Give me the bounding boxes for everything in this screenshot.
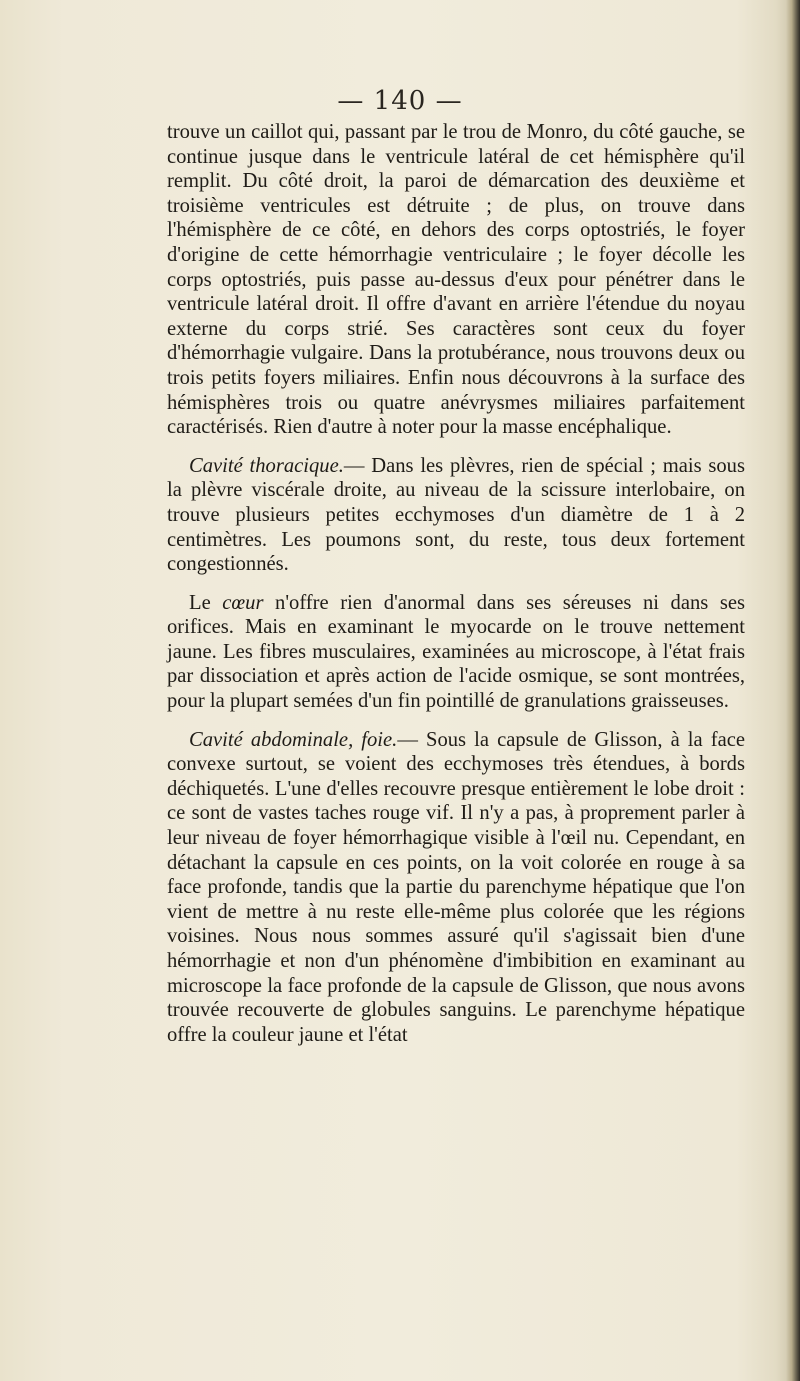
paragraph-abdominal-text: — Sous la capsule de Glisson, à la face convexe surtout, se voient des ecchymoses très étendues, à bords déchiquetés. L'une d'elles recouvre presque entièrement le lobe droit : ce sont de vastes taches rouge vif. Il n'y a pas, à proprement parler à leur niveau de foyer hémorrhagique visible à l'œil nu. Cependant, en détachant la capsule en ces points, on la voit colorée en rouge à sa face profonde, tandis que la partie du parenchyme hépatique que l'on vient de mettre à nu reste elle-même plus colorée que les régions voisines. Nous nous sommes assuré qu'il s'agissait bien d'une hémorrhagie et non d'un phénomène d'imbibition en examinant au microscope la face profonde de la capsule de Glisson, que nous avons trouvée recouverte de globules sanguins. Le parenchyme hépatique offre la couleur jaune et l'état xyxy=(167,728,746,1046)
section-heading-thoracic: Cavité thoracique. xyxy=(189,454,344,477)
paragraph-thoracic-text: — Dans les plèvres, rien de spécial ; mais sous la plèvre viscérale droite, au niveau de la scissure interlobaire, on trouve plusieurs petites ecchymoses d'un diamètre de 1 à 2 centimètres. Les poumons sont, du reste, tous deux fortement congestionnés. xyxy=(167,454,745,576)
paragraph-heart xyxy=(167,591,745,714)
paragraph-heart-text: n'offre rien d'anormal dans ses séreuses ni dans ses orifices. Mais en examinant le myocarde on le trouve nettement jaune. Les fibres musculaires, examinées au microscope, à l'état frais par dissociation et après action de l'acide osmique, se sont montrées, pour la plupart semées d'un fin pointillé de granulations graisseuses. xyxy=(167,591,746,713)
page-edge-shadow xyxy=(786,0,800,1381)
paragraph-abdominal-cavity xyxy=(167,728,745,1048)
section-heading-abdominal: Cavité abdominale, foie. xyxy=(189,728,398,751)
page-number: — 140 — xyxy=(337,86,463,116)
term-heart: cœur xyxy=(222,591,264,614)
paragraph-brain-findings: trouve un caillot qui, passant par le trou de Monro, du côté gauche, se continue jusque dans le ventricule latéral de cet hémisphère qu'il remplit. Du côté droit, la paroi de démarcation des deuxième et troisième ventricules est détruite ; de plus, on trouve dans l'hémisphère de ce côté, en dehors des corps optostriés, le foyer d'origine de cette hémorrhagie ventriculaire ; le foyer décolle les corps optostriés, puis passe au-dessus d'eux pour pénétrer dans le ventricule latéral droit. Il offre d'avant en arrière l'étendue du noyau externe du corps strié. Ses caractères sont ceux du foyer d'hémorrhagie vulgaire. Dans la protubérance, nous trouvons deux ou trois petits foyers miliaires. Enfin nous découvrons à la surface des hémisphères trois ou quatre anévrysmes miliaires parfaitement caractérisés. Rien d'autre à noter pour la masse encéphalique. xyxy=(167,121,745,439)
body-text xyxy=(167,120,745,1047)
paragraph-heart-lead: Le xyxy=(189,591,223,614)
paragraph-thoracic-cavity xyxy=(167,454,745,577)
